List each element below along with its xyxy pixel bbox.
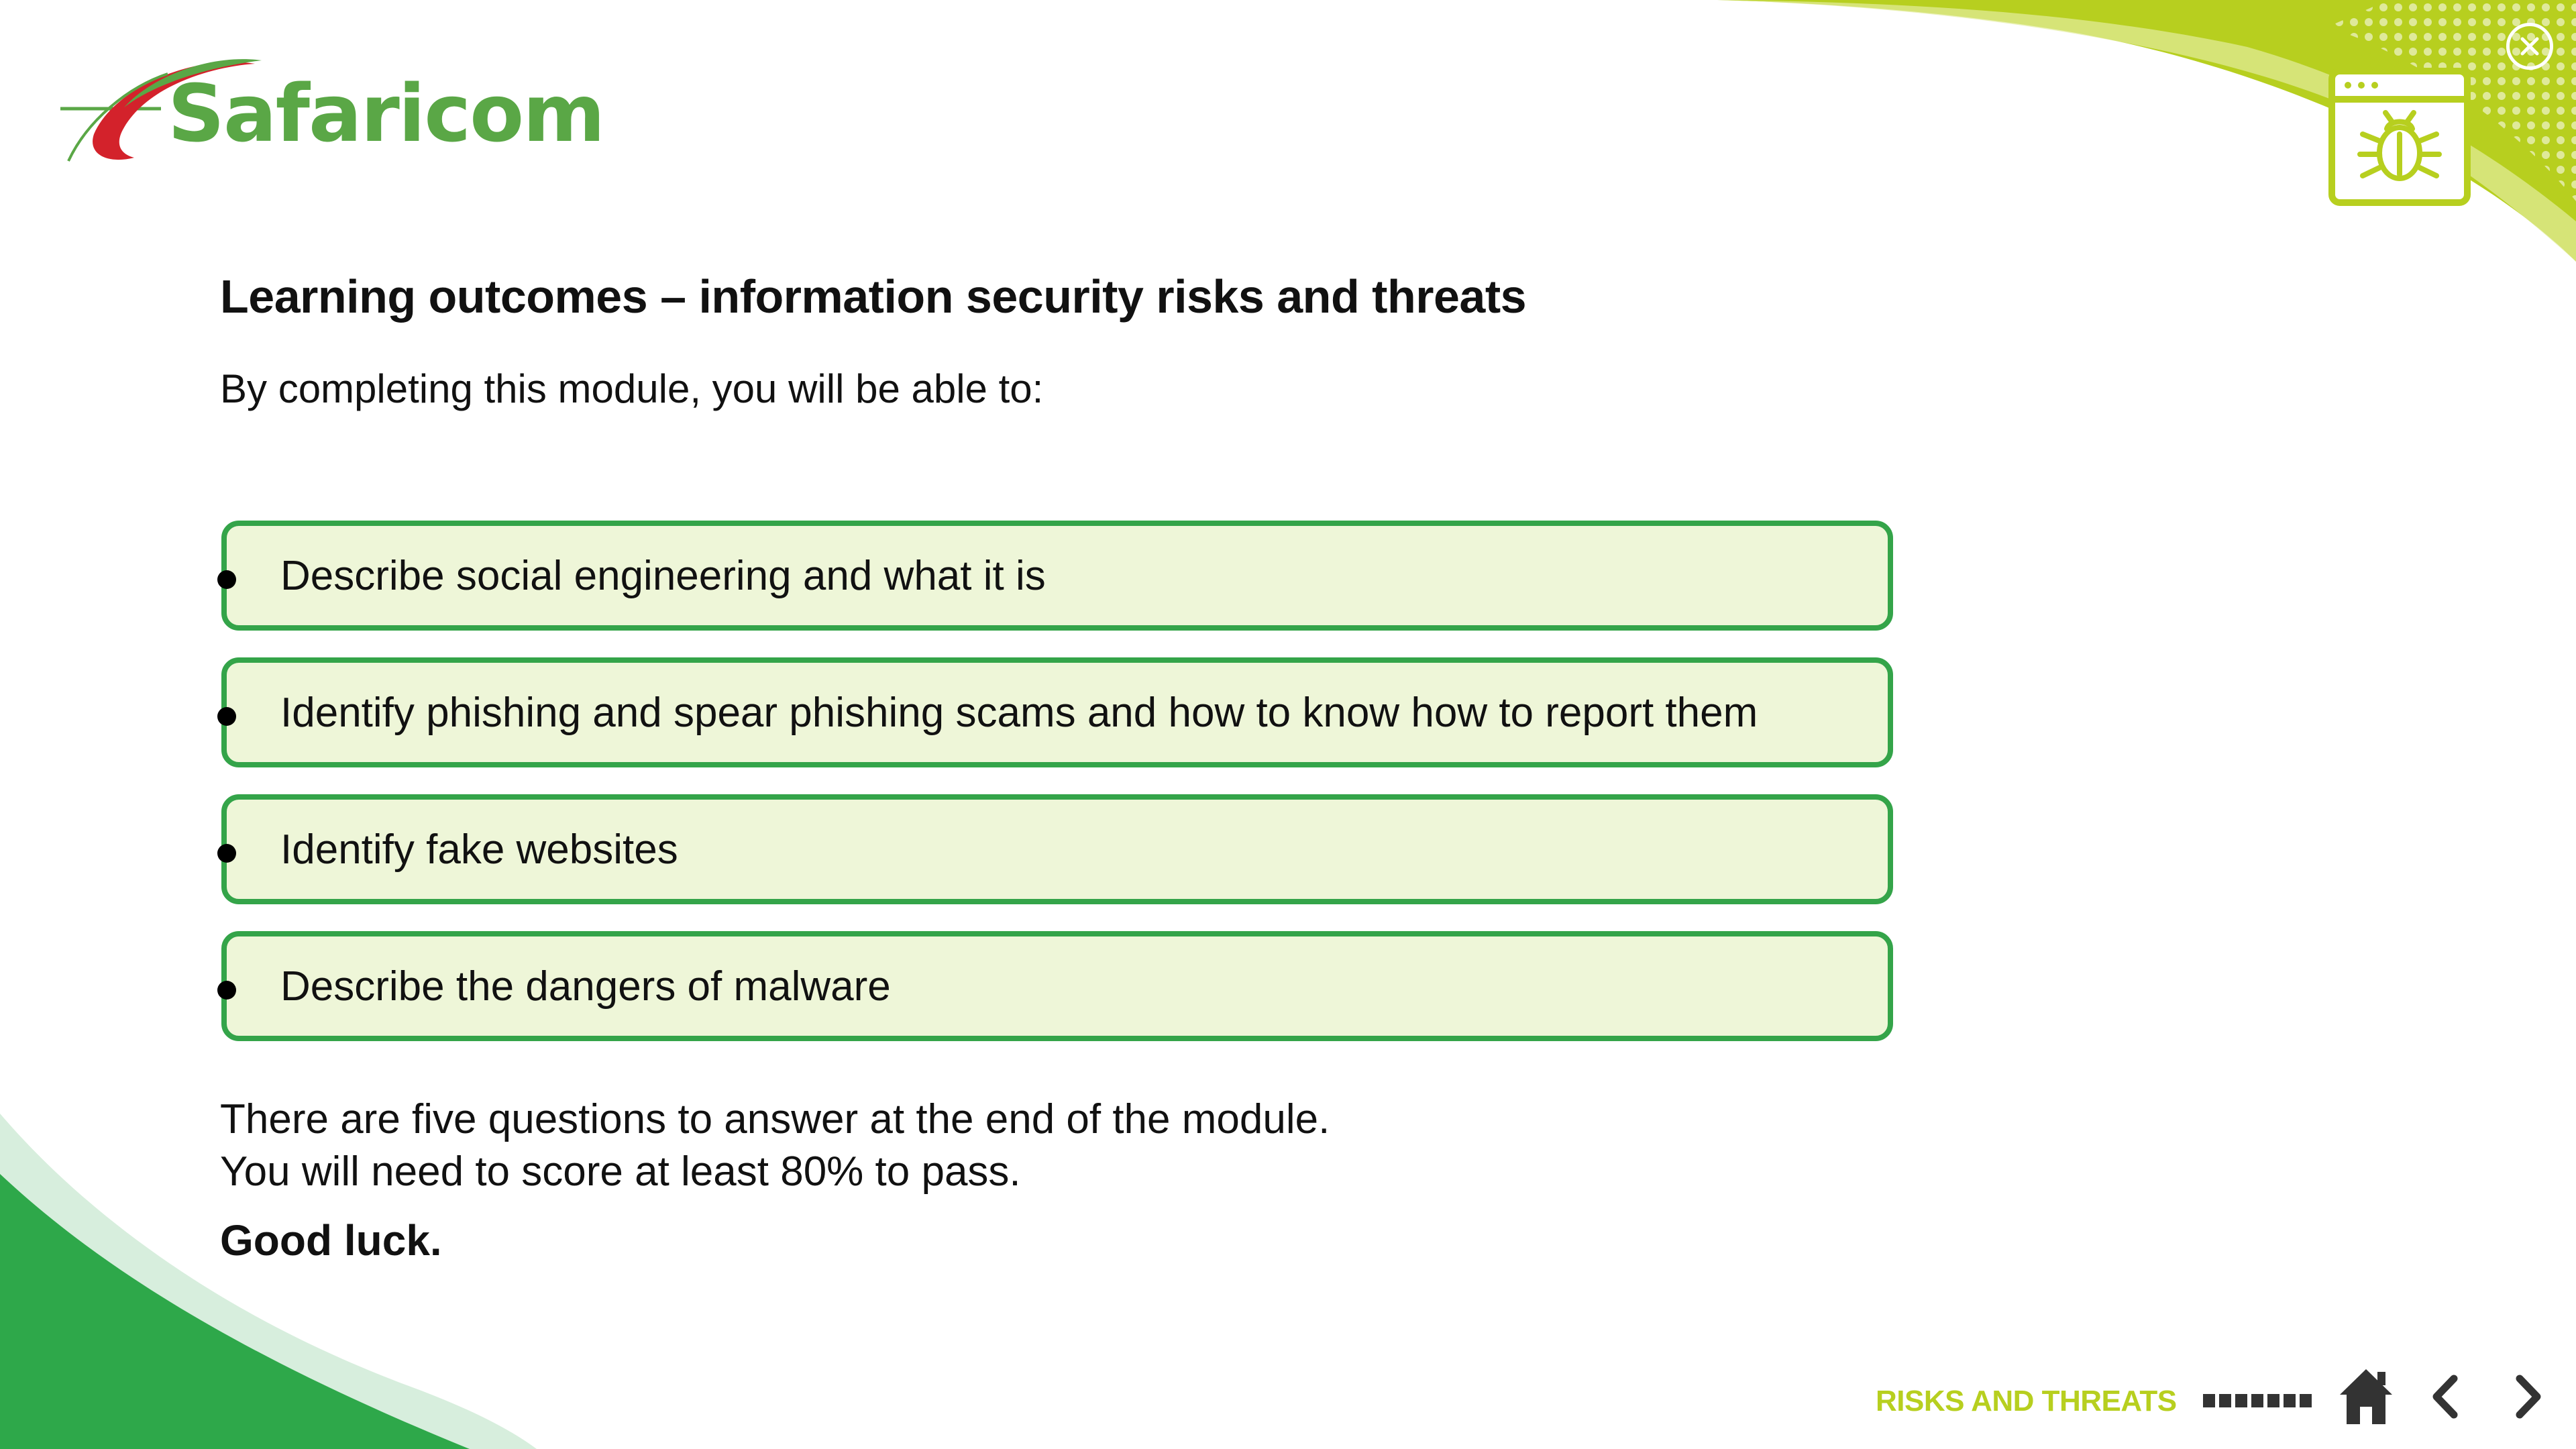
home-button[interactable] xyxy=(2336,1364,2396,1429)
bullet-icon xyxy=(217,707,236,726)
progress-dot xyxy=(2235,1394,2247,1407)
close-button[interactable] xyxy=(2506,23,2553,70)
progress-dot xyxy=(2267,1394,2279,1407)
progress-dots xyxy=(2203,1394,2312,1407)
progress-dot xyxy=(2219,1394,2231,1407)
outcome-item xyxy=(221,931,1893,1041)
outcome-label: Identify fake websites xyxy=(280,826,678,873)
outcome-label: Identify phishing and spear phishing scams and how to know how to report them xyxy=(280,689,1758,736)
chevron-left-icon xyxy=(2428,1373,2462,1420)
outcome-label: Describe social engineering and what it is xyxy=(280,552,1046,599)
chevron-right-icon xyxy=(2512,1373,2545,1420)
close-icon xyxy=(2518,35,2541,58)
outcomes-list xyxy=(221,521,1893,1068)
previous-button[interactable] xyxy=(2415,1364,2475,1429)
progress-dot xyxy=(2251,1394,2263,1407)
page-title: Learning outcomes – information security risks and threats xyxy=(220,270,1527,323)
assessment-note xyxy=(220,1093,1330,1198)
note-line-1: There are five questions to answer at the end of the module. xyxy=(220,1096,1330,1142)
next-button[interactable] xyxy=(2498,1364,2559,1429)
logo-wordmark: Safaricom xyxy=(168,67,604,160)
closing-text: Good luck. xyxy=(220,1216,442,1265)
progress-dot xyxy=(2284,1394,2296,1407)
home-icon xyxy=(2337,1366,2395,1427)
progress-dot xyxy=(2203,1394,2215,1407)
bullet-icon xyxy=(217,844,236,863)
safaricom-logo xyxy=(60,47,604,174)
outcome-item xyxy=(221,521,1893,631)
outcome-item xyxy=(221,657,1893,767)
note-line-2: You will need to score at least 80% to pass. xyxy=(220,1148,1021,1195)
bullet-icon xyxy=(217,981,236,1000)
bullet-icon xyxy=(217,570,236,589)
section-label: RISKS AND THREATS xyxy=(1876,1385,2177,1417)
bug-browser-icon xyxy=(2328,67,2471,207)
outcome-label: Describe the dangers of malware xyxy=(280,963,891,1010)
intro-text: By completing this module, you will be able to: xyxy=(220,366,1044,411)
outcome-item xyxy=(221,794,1893,904)
progress-dot xyxy=(2300,1394,2312,1407)
